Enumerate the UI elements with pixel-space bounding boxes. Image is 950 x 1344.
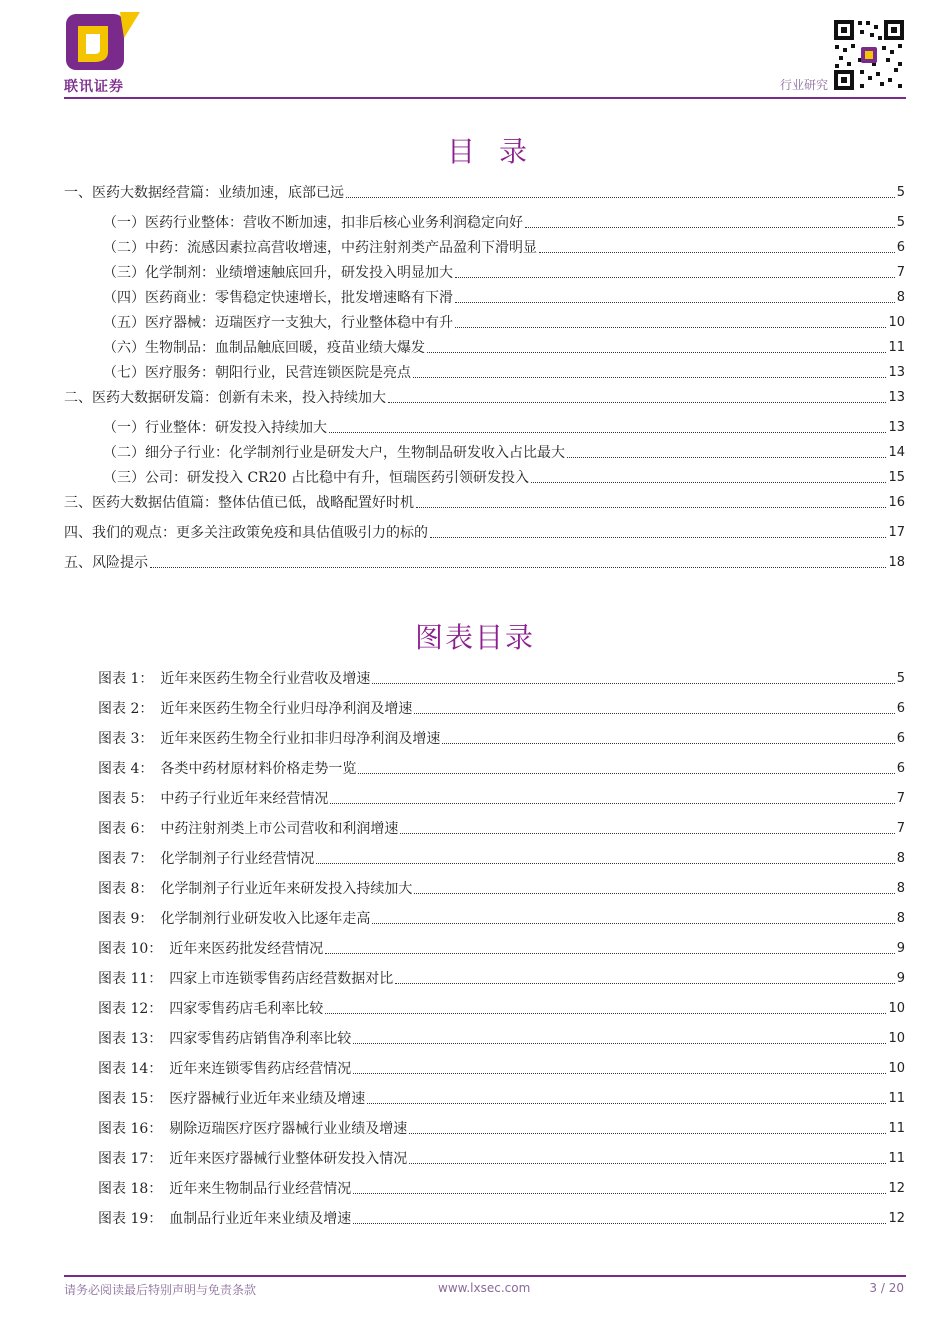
entry-title: 图表 6： 中药注射剂类上市公司营收和利润增速	[98, 821, 399, 837]
footer-divider	[64, 1275, 906, 1277]
dot-leader	[353, 1193, 886, 1194]
dot-leader	[442, 743, 894, 744]
list-item[interactable]	[98, 938, 905, 958]
entry-title: （一）医药行业整体：营收不断加速，扣非后核心业务利润稳定向好	[103, 215, 523, 231]
entry-page-number: 10	[888, 1061, 905, 1076]
entry-page-number: 9	[896, 941, 905, 956]
entry-page-number: 15	[888, 470, 905, 485]
list-item[interactable]	[98, 1148, 905, 1168]
entry-page-number: 14	[888, 445, 905, 460]
dot-leader	[353, 1073, 886, 1074]
dot-leader	[567, 457, 886, 458]
entry-page-number: 12	[888, 1211, 905, 1226]
list-item[interactable]	[98, 1118, 905, 1138]
list-item[interactable]	[98, 698, 905, 718]
entry-page-number: 10	[888, 315, 905, 330]
entry-title: 图表 11： 四家上市连锁零售药店经营数据对比	[98, 971, 394, 987]
list-item[interactable]	[103, 417, 905, 437]
dot-leader	[346, 197, 895, 198]
entry-title: 图表 10： 近年来医药批发经营情况	[98, 941, 324, 957]
company-logo	[64, 12, 154, 94]
entry-title: 四、我们的观点：更多关注政策免疫和具估值吸引力的标的	[64, 525, 428, 541]
entry-page-number: 7	[896, 265, 905, 280]
list-item[interactable]	[64, 552, 905, 572]
list-item[interactable]	[98, 1058, 905, 1078]
page-number: 3 / 20	[869, 1281, 904, 1295]
qr-code-icon	[832, 18, 906, 92]
entry-title: 三、医药大数据估值篇：整体估值已低，战略配置好时机	[64, 495, 414, 511]
list-item[interactable]	[98, 728, 905, 748]
entry-page-number: 18	[888, 555, 905, 570]
entry-page-number: 6	[896, 240, 905, 255]
entry-page-number: 7	[896, 821, 905, 836]
entry-title: 二、医药大数据研发篇：创新有未来，投入持续加大	[64, 390, 386, 406]
entry-page-number: 12	[888, 1181, 905, 1196]
list-item[interactable]	[98, 1178, 905, 1198]
entry-title: 图表 14： 近年来连锁零售药店经营情况	[98, 1061, 352, 1077]
entry-page-number: 17	[888, 525, 905, 540]
list-item[interactable]	[103, 287, 905, 307]
entry-title: 图表 1： 近年来医药生物全行业营收及增速	[98, 671, 371, 687]
dot-leader	[531, 482, 886, 483]
list-item[interactable]	[64, 492, 905, 512]
entry-page-number: 11	[888, 1121, 905, 1136]
list-item[interactable]	[103, 362, 905, 382]
dot-leader	[358, 773, 894, 774]
entry-title: 图表 3： 近年来医药生物全行业扣非归母净利润及增速	[98, 731, 441, 747]
list-item[interactable]	[98, 1028, 905, 1048]
entry-page-number: 5	[896, 671, 905, 686]
dot-leader	[367, 1103, 886, 1104]
entry-page-number: 8	[896, 290, 905, 305]
entry-page-number: 16	[888, 495, 905, 510]
entry-title: （三）公司：研发投入 CR20 占比稳中有升，恒瑞医药引领研发投入	[103, 470, 529, 486]
dot-leader	[325, 1013, 886, 1014]
entry-title: （五）医疗器械：迈瑞医疗一支独大，行业整体稳中有升	[103, 315, 453, 331]
dot-leader	[525, 227, 895, 228]
disclaimer-link[interactable]: 请务必阅读最后特别声明与免责条款	[64, 1283, 257, 1297]
dot-leader	[388, 402, 886, 403]
entry-page-number: 6	[896, 761, 905, 776]
dot-leader	[455, 302, 895, 303]
dot-leader	[409, 1133, 886, 1134]
list-item[interactable]	[64, 182, 905, 202]
entry-title: 图表 4： 各类中药材原材料价格走势一览	[98, 761, 357, 777]
entry-title: 图表 16： 剔除迈瑞医疗医疗器械行业业绩及增速	[98, 1121, 408, 1137]
dot-leader	[427, 352, 886, 353]
entry-title: （二）中药：流感因素拉高营收增速，中药注射剂类产品盈利下滑明显	[103, 240, 537, 256]
entry-title: 图表 13： 四家零售药店销售净利率比较	[98, 1031, 352, 1047]
entry-title: 一、医药大数据经营篇：业绩加速，底部已远	[64, 185, 344, 201]
list-item[interactable]	[103, 212, 905, 232]
dot-leader	[353, 1223, 886, 1224]
entry-page-number: 13	[888, 390, 905, 405]
dot-leader	[372, 923, 894, 924]
entry-title: 图表 9： 化学制剂行业研发收入比逐年走高	[98, 911, 371, 927]
dot-leader	[395, 983, 894, 984]
dot-leader	[372, 683, 894, 684]
list-item[interactable]	[98, 1208, 905, 1228]
entry-title: 图表 8： 化学制剂子行业近年来研发投入持续加大	[98, 881, 413, 897]
entry-title: 图表 5： 中药子行业近年来经营情况	[98, 791, 329, 807]
list-item[interactable]	[98, 848, 905, 868]
entry-page-number: 11	[888, 340, 905, 355]
list-item[interactable]	[103, 442, 905, 462]
entry-page-number: 6	[896, 731, 905, 746]
dot-leader	[150, 567, 886, 568]
entry-title: （三）化学制剂：业绩增速触底回升，研发投入明显加大	[103, 265, 453, 281]
dot-leader	[325, 953, 894, 954]
entry-page-number: 5	[896, 185, 905, 200]
dot-leader	[330, 803, 894, 804]
entry-title: 五、风险提示	[64, 555, 148, 571]
entry-title: （七）医疗服务：朝阳行业，民营连锁医院是亮点	[103, 365, 411, 381]
list-item[interactable]	[103, 237, 905, 257]
toc-title: 目录	[446, 135, 551, 168]
entry-title: （四）医药商业：零售稳定快速增长，批发增速略有下滑	[103, 290, 453, 306]
entry-title: （六）生物制品：血制品触底回暖，疫苗业绩大爆发	[103, 340, 425, 356]
entry-page-number: 8	[896, 851, 905, 866]
dot-leader	[329, 432, 886, 433]
entry-page-number: 10	[888, 1031, 905, 1046]
entry-title: 图表 17： 近年来医疗器械行业整体研发投入情况	[98, 1151, 408, 1167]
entry-page-number: 9	[896, 971, 905, 986]
entry-page-number: 13	[888, 420, 905, 435]
logo-text: 联讯证券	[64, 79, 124, 95]
list-item[interactable]	[103, 312, 905, 332]
entry-title: 图表 12： 四家零售药店毛利率比较	[98, 1001, 324, 1017]
list-item[interactable]	[98, 908, 905, 928]
entry-title: 图表 2： 近年来医药生物全行业归母净利润及增速	[98, 701, 413, 717]
list-item[interactable]	[98, 818, 905, 838]
entry-page-number: 6	[896, 701, 905, 716]
dot-leader	[316, 863, 894, 864]
list-item[interactable]	[103, 467, 905, 487]
dot-leader	[414, 893, 894, 894]
dot-leader	[416, 507, 886, 508]
entry-page-number: 10	[888, 1001, 905, 1016]
entry-title: 图表 15： 医疗器械行业近年来业绩及增速	[98, 1091, 366, 1107]
list-item[interactable]	[103, 337, 905, 357]
dot-leader	[400, 833, 894, 834]
entry-page-number: 8	[896, 911, 905, 926]
list-item[interactable]	[64, 522, 905, 542]
entry-page-number: 7	[896, 791, 905, 806]
entry-title: 图表 18： 近年来生物制品行业经营情况	[98, 1181, 352, 1197]
entry-title: 图表 19： 血制品行业近年来业绩及增速	[98, 1211, 352, 1227]
website-link[interactable]: www.lxsec.com	[438, 1281, 531, 1295]
list-item[interactable]	[103, 262, 905, 282]
dot-leader	[353, 1043, 886, 1044]
report-type-label: 行业研究	[779, 78, 828, 92]
logo-mark-icon	[64, 12, 154, 78]
dot-leader	[413, 377, 886, 378]
entry-page-number: 11	[888, 1151, 905, 1166]
page-header	[0, 0, 950, 100]
entry-page-number: 13	[888, 365, 905, 380]
list-item[interactable]	[98, 968, 905, 988]
dot-leader	[539, 252, 895, 253]
dot-leader	[409, 1163, 886, 1164]
list-item[interactable]	[98, 878, 905, 898]
entry-title: 图表 7： 化学制剂子行业经营情况	[98, 851, 315, 867]
entry-title: （二）细分子行业：化学制剂行业是研发大户，生物制品研发收入占比最大	[103, 445, 565, 461]
entry-page-number: 11	[888, 1091, 905, 1106]
entry-title: （一）行业整体：研发投入持续加大	[103, 420, 327, 436]
entry-page-number: 8	[896, 881, 905, 896]
figure-list-title: 图表目录	[414, 621, 535, 654]
header-divider	[64, 97, 906, 99]
entry-page-number: 5	[896, 215, 905, 230]
dot-leader	[414, 713, 894, 714]
dot-leader	[455, 277, 895, 278]
list-item[interactable]	[98, 998, 905, 1018]
list-item[interactable]	[98, 668, 905, 688]
list-item[interactable]	[98, 788, 905, 808]
list-item[interactable]	[64, 387, 905, 407]
dot-leader	[455, 327, 886, 328]
list-item[interactable]	[98, 1088, 905, 1108]
dot-leader	[430, 537, 886, 538]
list-item[interactable]	[98, 758, 905, 778]
